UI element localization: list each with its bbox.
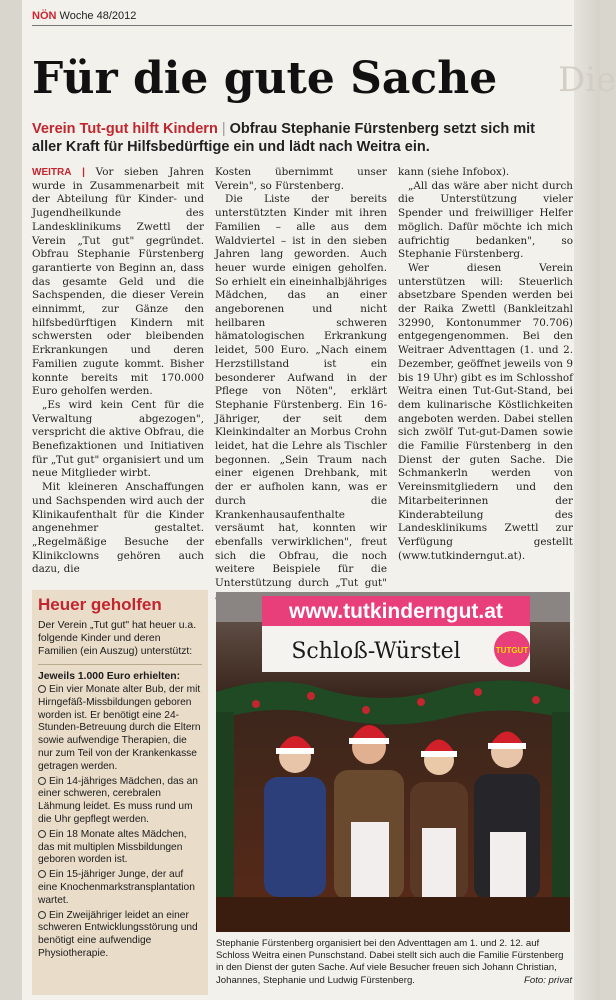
infobox-list-item: Ein vier Monate alter Bub, der mit Hirngefäß-Missbildungen geboren worden ist. Er benötigt eine 24-Stunden-Betreuung durch die Eltern sowie aufwendige Therapien, die nur zum Teil von der Krankenkasse getragen werden. xyxy=(38,684,201,772)
banner-url: www.tutkinderngut.at xyxy=(289,600,503,623)
masthead xyxy=(32,8,572,26)
article-paragraph xyxy=(32,166,204,399)
masthead-brand: NÖN xyxy=(32,10,57,22)
infobox-list-item: Ein Zweijähriger leidet an einer schweren Entwicklungsstörung und benötigt eine aufwendige Physiotherapie. xyxy=(38,909,198,959)
article-paragraph: Wer diesen Verein unterstützen will: Steuerlich absetzbare Spenden werden bei der Raika Zwettl (Bankleitzahl 32990, Kontonummer 70.706) entgegengenommen. Bei den Weitraer Adventtagen (1. und 2. Dezember, geöffnet jeweils von 9 bis 19 Uhr) gibt es im Schlosshof Weitra einen Tut-Gut-Stand, bei dem kulinarische Köstlichkeiten angeboten werden. Dabei stellen sich zwölf Tut-gut-Damen sowie die Familie Fürstenberg in den Dienst der guten Sache. Die Schmankerln werden von Vereinsmitgliedern und den Mitarbeiterinnen der Kinderabteilung des Landesklinikums Zwettl zur Verfügung gestellt (www.tutkinderngut.at). xyxy=(398,261,573,562)
infobox-list-item: Ein 14-jähriges Mädchen, das an einer schweren, cerebralen Lähmung leidet. Es muss rund um die Uhr gepflegt werden. xyxy=(38,775,198,825)
subhead-separator: | xyxy=(221,121,226,137)
adjacent-page-edge xyxy=(574,0,600,1000)
photo-caption xyxy=(216,938,572,987)
masthead-issue: Woche 48/2012 xyxy=(59,10,137,22)
photo-credit: Foto: privat xyxy=(524,974,572,986)
dateline: WEITRA xyxy=(32,167,72,178)
stand-counter xyxy=(216,897,570,932)
circle-bullet-icon xyxy=(38,870,46,878)
infobox-title: Heuer geholfen xyxy=(38,595,162,614)
article-column-3 xyxy=(398,166,573,563)
punch-stand-photo-illustration xyxy=(216,592,570,932)
caption-text: Stephanie Fürstenberg organisiert bei den Adventtagen am 1. und 2. 12. auf Schloss Weitra einen Punschstand. Dabei stellt sich auch die Familie Fürstenberg in den Dienst der guten Sache. Auf viele Besucher freuen sich Johann Christian, Johannes, Stephanie und Ludwig Fürstenberg. xyxy=(216,938,564,986)
event-photo xyxy=(216,592,570,932)
article-paragraph: Die Liste der bereits unterstützten Kinder mit ihren Familien – alle aus dem Waldviertel – ist in den sieben Jahren lang geworden. Auch heuer wurde einigen geholfen. So erhielt ein eineinhalbjähriges Mädchen, das an einer angeborenen und nicht heilbaren schweren hämatologischen Erkrankung leidet, 500 Euro. „Nach einem Herzstillstand ist ein besonderer Aufwand in der Pflege von Nöten", erklärt Stephanie Fürstenberg. Ein 16-Jähriger, der seit dem Kleinkindalter an Morbus Crohn leidet, hat die Lehre als Tischler begonnen. „Sein Traum nach einer eigenen Drehbank, mit der er aufholen kann, was er durch die Krankenhausaufenthalte versäumt hat, konnten wir ebenfalls verwirklichen", freut sich die Obfrau, die noch weitere Beispiele für die Unterstützung durch „Tut gut" xyxy=(215,193,387,590)
headline: Für die gute Sache xyxy=(32,53,498,104)
banner-sign: Schloß-Würstel xyxy=(291,639,461,664)
infobox-subtitle: Jeweils 1.000 Euro erhielten: xyxy=(38,671,181,682)
article-paragraph: Kosten übernimmt unser Verein", so Fürstenberg. xyxy=(215,166,387,192)
article-column-1 xyxy=(32,166,204,577)
article-paragraph: „All das wäre aber nicht durch die Unterstützung vieler Spender und freiwilliger Helfer möglich. Dafür möchte ich mich aufrichtig bedanken", so Stephanie Fürstenberg. xyxy=(398,179,573,261)
article-paragraph-text: Vor sieben Jahren wurde in Zusammenarbeit mit der Abteilung für Kinder- und Jugendheilkunde des Landesklinikums Zwettl der Verein „Tut gut" gegründet. Obfrau Stephanie Fürstenberg garantierte von Beginn an, dass das gesamte Geld und die Sachspenden, die dieser Verein einnimmt, zur Gänze den hilfsbedürftigen Kindern mit schwersten oder bleibenden Erkrankungen und deren Familien zugute kommt. Bisher konnte bereits mit 170.000 Euro geholfen werden. xyxy=(32,166,204,398)
article-paragraph: kann (siehe Infobox). xyxy=(398,166,510,178)
infobox-list-item: Ein 18 Monate altes Mädchen, das mit multiplen Missbildungen geboren worden ist. xyxy=(38,828,187,866)
circle-bullet-icon xyxy=(38,777,46,785)
circle-bullet-icon xyxy=(38,830,46,838)
circle-bullet-icon xyxy=(38,685,46,693)
article-paragraph: „Es wird kein Cent für die Verwaltung abgezogen", verspricht die aktive Obfrau, die Benefizaktionen und Initiativen für „Tut gut" organisiert und um neue Mitglieder wirbt. xyxy=(32,398,204,480)
infobox-intro: Der Verein „Tut gut" hat heuer u.a. folgende Kinder und deren Familien (ein Auszug) unterstützt: xyxy=(38,619,202,665)
subhead-kicker: Verein Tut-gut hilft Kindern xyxy=(32,121,218,137)
circle-bullet-icon xyxy=(38,911,46,919)
subheadline xyxy=(32,120,567,156)
infobox-list-item: Ein 15-jähriger Junge, der auf eine Knochenmarkstransplantation wartet. xyxy=(38,869,195,906)
tutgut-logo-text: TUTGUT xyxy=(495,646,529,655)
infobox xyxy=(32,590,208,995)
dateline-separator: | xyxy=(82,167,85,178)
adjacent-page-ghost-text: Die xyxy=(558,60,616,100)
subhead-text: Obfrau Stephanie Fürstenberg setzt sich mit aller Kraft für Hilfsbedürftige ein und lädt nach Weitra ein. xyxy=(32,121,536,155)
infobox-list xyxy=(38,684,202,961)
article-paragraph: Mit kleineren Anschaffungen und Sachspenden wird auch der Klinikaufenthalt für die Kinder angenehmer gestaltet. „Regelmäßige Besuche der Klinikclowns gehören auch dazu, die xyxy=(32,481,204,576)
article-column-2 xyxy=(215,166,387,605)
